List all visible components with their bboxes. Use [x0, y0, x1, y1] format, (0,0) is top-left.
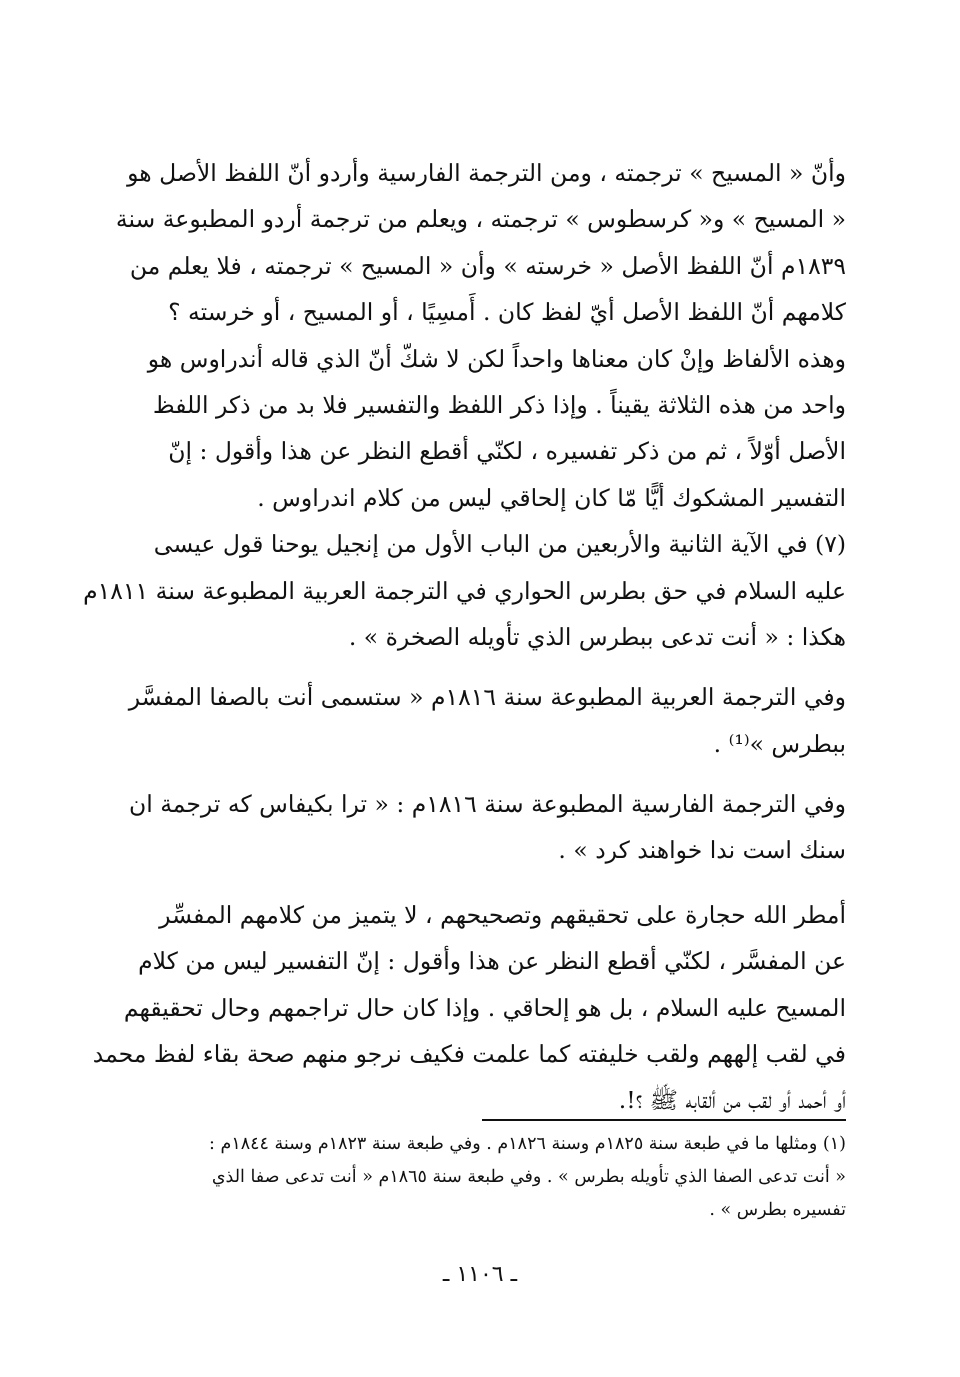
footnote-line: « أنت تدعى الصفا الذي تأويله بطرس » . وفي طبعة سنة ١٨٦٥م « أنت تدعى صفا الذي [211, 1167, 846, 1187]
footnote-line: تفسيره بطرس » . [709, 1200, 846, 1220]
paragraph-5 [92, 892, 846, 1124]
text-line: أمطر الله حجارة على تحقيقهم وتصحيحهم ، لا يتميز من كلامهم المفسِّر [159, 900, 846, 929]
text-line: عليه السلام في حق بطرس الحواري في الترجمة العربية المطبوعة سنة ١٨١١م [83, 576, 846, 605]
text-line: في لقب إلههم ولقب خليفته كما علمت فكيف نرجو منهم صحة بقاء لفظ محمد [92, 1040, 846, 1069]
text-line: واحد من هذه الثلاثة يقيناً . وإذا ذكر اللفظ والتفسير فلا بد من ذكر اللفظ [152, 390, 846, 419]
text-line: كلامهم أنّ اللفظ الأصل أيّ لفظ كان . أَمسِيًا ، أو المسيح ، أو خرسته ؟ [168, 298, 846, 327]
page-number: ـ ١١٠٦ ـ [442, 1262, 518, 1287]
text-line: « المسيح » و« كرسطوس » ترجمته ، ويعلم من ترجمة أردو المطبوعة سنة [115, 205, 846, 234]
text-line: أو أحمد أو لقب من ألقابه ﷺ ؟!. [618, 1086, 846, 1115]
text-line: عن المفسَّر ، لكنّي أقطع النظر عن هذا وأقول : إنّ التفسير ليس من كلام [138, 947, 846, 976]
text-line: وأنّ « المسيح » ترجمته ، ومن الترجمة الفارسية وأردو أنّ اللفظ الأصل هو [127, 159, 846, 187]
paragraph-3 [118, 674, 846, 767]
footnotes [118, 1128, 846, 1227]
text-line: وفي الترجمة العربية المطبوعة سنة ١٨١٦م « ستسمى أنت بالصفا المفسَّر [128, 683, 846, 712]
text-line: هكذا : « أنت تدعى ببطرس الذي تأويله الصخرة » . [348, 622, 846, 651]
text-line: وهذه الألفاظ وإنْ كان معناها واحداً لكن لا شكّ أنّ الذي قاله أندراوس هو [147, 344, 846, 373]
text-line: التفسير المشكوك أيًّا مّا كان إلحاقي ليس من كلام اندراوس . [257, 483, 846, 512]
footnote-line: (١) ومثلها ما في طبعة سنة ١٨٢٥م وسنة ١٨٢٦م . وفي طبعة سنة ١٨٢٣م وسنة ١٨٤٤م : [209, 1134, 846, 1154]
footnote-divider [482, 1119, 846, 1121]
paragraph-2 [83, 521, 846, 660]
text-line: المسيح عليه السلام ، بل هو إلحاقي . وإذا كان حال تراجمهم وحال تحقيقهم [123, 993, 846, 1022]
text-line: الأصل أوّلاً ، ثم من ذكر تفسيره ، لكنّي أقطع النظر عن هذا وأقول : إنّ [168, 437, 846, 466]
text-line: (٧) في الآية الثانية والأربعين من الباب الأول من إنجيل يوحنا قول عيسى [153, 530, 846, 559]
text-line: وفي الترجمة الفارسية المطبوعة سنة ١٨١٦م : « ترا بكيفاس كه ترجمة ان [128, 790, 846, 819]
main-text [83, 150, 846, 1124]
paragraph-1 [115, 150, 846, 521]
text-line: ببطرس »⁽¹⁾ . [713, 729, 846, 758]
paragraph-4 [118, 781, 846, 874]
text-line: سنك است ندا خواهند كرد » . [558, 836, 846, 865]
text-line: ١٨٣٩م أنّ اللفظ الأصل « خرسته » وأن « المسيح » ترجمته ، فلا يعلم من [129, 251, 846, 280]
